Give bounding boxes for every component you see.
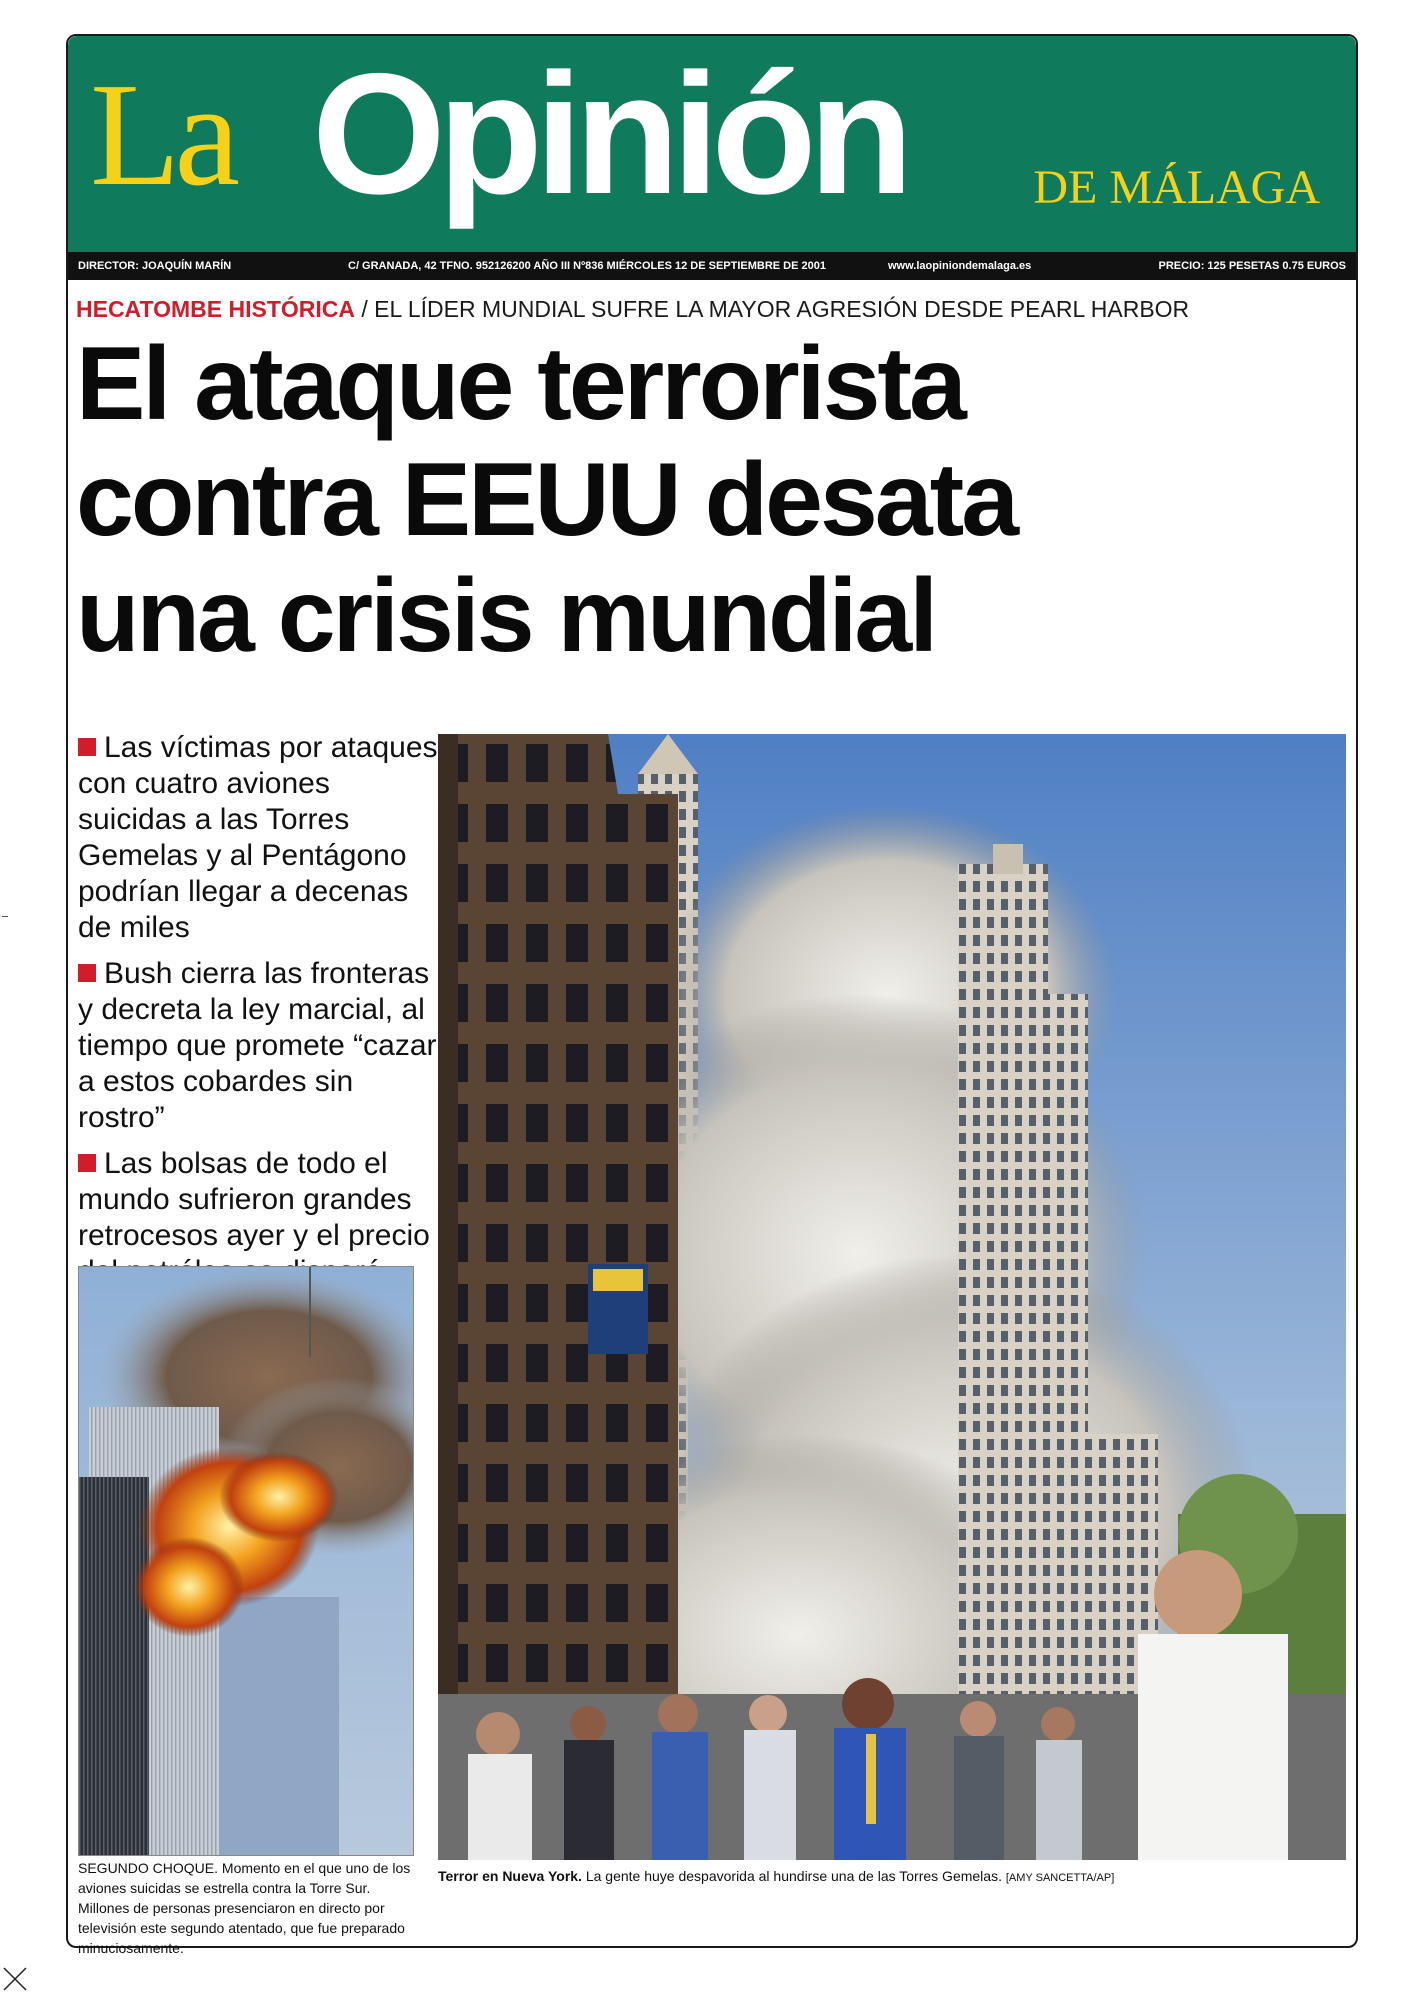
bullet-square-icon <box>78 738 96 756</box>
small-caption-text: Momento en el que uno de los aviones suicidas se estrella contra la Torre Sur. Millones de personas presenciaron en directo por televisión este segundo atentado, que fue preparado minuciosamente. <box>78 1860 411 1956</box>
bullet-square-icon <box>78 1154 96 1172</box>
summary-bullet-text: Bush cierra las fronteras y decreta la ley marcial, al tiempo que promete “cazar a estos cobardes sin rostro” <box>78 957 437 1134</box>
kicker-text: EL LÍDER MUNDIAL SUFRE LA MAYOR AGRESIÓN DESDE PEARL HARBOR <box>374 296 1190 322</box>
kicker <box>76 292 1352 326</box>
headline-line-3: una crisis mundial <box>76 558 936 674</box>
small-caption-lead: SEGUNDO CHOQUE. <box>78 1860 219 1876</box>
small-photo-illustration <box>79 1267 414 1856</box>
main-photo <box>438 734 1346 1860</box>
masthead <box>68 36 1356 252</box>
summary-bullet <box>78 730 438 946</box>
photo-credit: [AMY SANCETTA/AP] <box>1005 1872 1115 1884</box>
small-photo-caption <box>78 1858 418 1958</box>
logo-la: La <box>90 53 235 217</box>
headline <box>76 326 1356 674</box>
kicker-label: HECATOMBE HISTÓRICA <box>76 296 355 322</box>
summary-bullet-text: Las bolsas de todo el mundo sufrieron grandes retrocesos ayer y el precio <box>78 1147 430 1252</box>
info-bar <box>68 252 1356 280</box>
main-caption-text: La gente huye despavorida al hundirse una de las Torres Gemelas. <box>581 1868 1006 1884</box>
summary-bullet-text: Las víctimas por ataques con cuatro aviones suicidas a las Torres Gemelas y al Pentágono podrían llegar a decenas de miles <box>78 731 438 944</box>
director-credit: DIRECTOR: JOAQUÍN MARÍN <box>78 260 232 272</box>
logo-opinion: Opinión <box>312 38 906 230</box>
registration-tick <box>2 916 8 917</box>
crop-mark-icon <box>0 1964 30 1994</box>
headline-line-2: contra EEUU desata <box>76 442 1017 558</box>
price-label: PRECIO: 125 PESETAS 0.75 EUROS <box>1158 260 1346 272</box>
main-photo-caption <box>438 1866 1348 1888</box>
main-photo-illustration <box>438 734 1346 1860</box>
bullet-square-icon <box>78 964 96 982</box>
small-photo <box>78 1266 414 1856</box>
kicker-separator: / <box>355 296 375 322</box>
logo-subtitle: DE MÁLAGA <box>1033 161 1320 214</box>
summary-bullet <box>78 956 438 1136</box>
issue-details: C/ GRANADA, 42 TFNO. 952126200 AÑO III Nº836 MIÉRCOLES 12 DE SEPTIEMBRE DE 2001 <box>348 260 826 272</box>
summary-bullets <box>78 730 438 1300</box>
main-caption-lead: Terror en Nueva York. <box>438 1868 582 1884</box>
website-link[interactable]: www.laopiniondemalaga.es <box>888 260 1032 272</box>
headline-line-1: El ataque terrorista <box>76 326 964 442</box>
